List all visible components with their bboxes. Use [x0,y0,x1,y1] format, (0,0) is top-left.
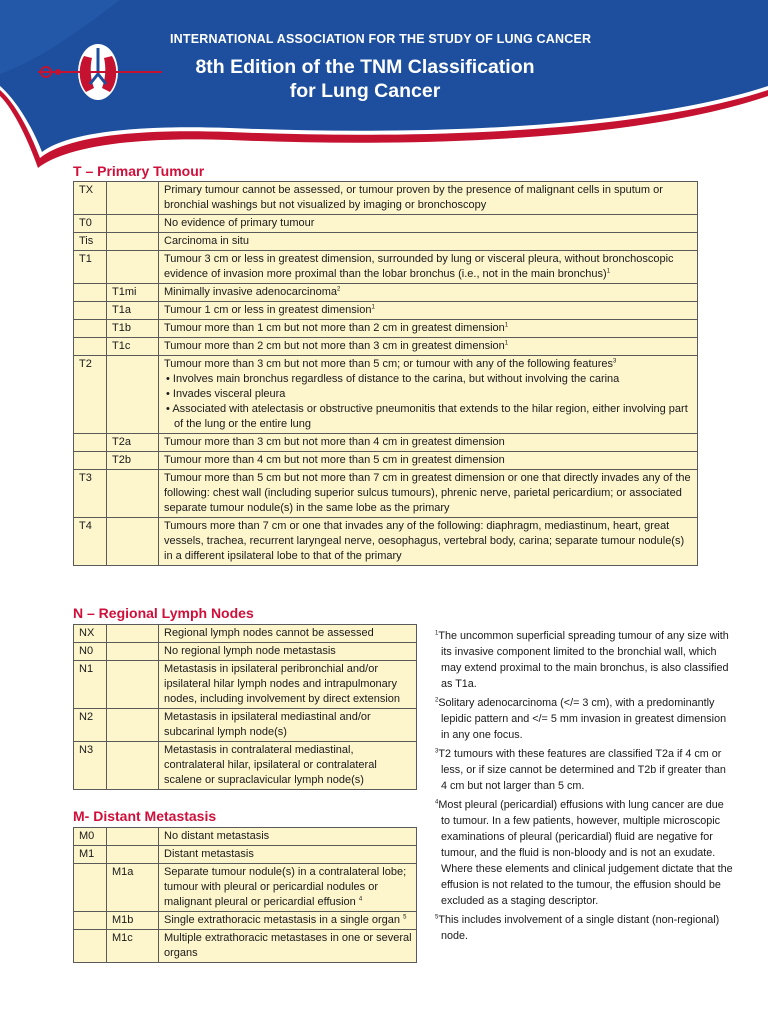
title-line-1: 8th Edition of the TNM Classification [195,56,535,78]
t-subcode: T1a [107,302,159,320]
table-row [74,846,417,864]
table-row [74,709,417,742]
organization-name: INTERNATIONAL ASSOCIATION FOR THE STUDY OF LUNG CANCER [170,32,592,46]
t-desc: Tumour 3 cm or less in greatest dimension, surrounded by lung or visceral pleura, without bronchoscopic evidence of invasion more proximal than the lobar bronchus (i.e., not in the main bronchus)$^1$ [159,251,698,284]
m-desc: Multiple extrathoracic metastases in one or several organs [159,930,417,963]
m-desc: Distant metastasis [159,846,417,864]
t-desc: Minimally invasive adenocarcinoma$^2$ [159,284,698,302]
title-line-2: for Lung Cancer [289,80,441,102]
m-code: M1 [74,846,107,864]
t-desc: Tumour 1 cm or less in greatest dimension$^1$ [159,302,698,320]
table-row [74,661,417,709]
t-code: TX [74,182,107,215]
n-code: N3 [74,742,107,790]
table-row [74,864,417,912]
m-subcode: M1c [107,930,159,963]
m-code: M0 [74,828,107,846]
table-row [74,470,698,518]
n-code: N1 [74,661,107,709]
page-title [170,55,560,103]
t-code: T4 [74,518,107,566]
footnote: $^5$This includes involvement of a single distant (non-regional) node. [435,914,720,942]
n-table [73,624,417,790]
table-row [74,452,698,470]
t-desc: Primary tumour cannot be assessed, or tumour proven by the presence of malignant cells in sputum or bronchial washings but not visualized by imaging or bronchoscopy [159,182,698,215]
t-desc: Tumour more than 3 cm but not more than 5 cm; or tumour with any of the following features$^3$ • Involves main bronchus regardless of distance to the carina, but without involving the carina • Invades visceral pleura • Associated with atelectasis or obstructive pneumonitis that extends to the hilar region, either involving part of the lung or the entire lung [159,356,698,434]
m-subcode: M1b [107,912,159,930]
t-code: T1 [74,251,107,284]
section-title-m: M- Distant Metastasis [73,808,217,824]
bullet-item: • Invades visceral pleura [166,388,286,400]
table-row [74,338,698,356]
table-row [74,912,417,930]
table-row [74,434,698,452]
n-code: N2 [74,709,107,742]
table-row [74,643,417,661]
n-desc: Metastasis in ipsilateral peribronchial and/or ipsilateral hilar lymph nodes and intrapulmonary nodes, including involvement by direct extension [159,661,417,709]
t-desc: Tumour more than 3 cm but not more than 4 cm in greatest dimension [159,434,698,452]
n-code: N0 [74,643,107,661]
m-desc: No distant metastasis [159,828,417,846]
t-subcode: T2b [107,452,159,470]
table-row [74,356,698,434]
t-desc: Carcinoma in situ [159,233,698,251]
iaslc-logo-icon [28,38,168,106]
section-title-t: T – Primary Tumour [73,163,205,179]
table-row [74,930,417,963]
t-table [73,181,698,566]
footnote: $^2$Solitary adenocarcinoma (</= 3 cm), with a predominantly lepidic pattern and </= 5 mm invasion in greatest dimension in any one focus. [435,697,727,741]
t-code: T0 [74,215,107,233]
t-code: T2 [74,356,107,434]
footnote: $^3$T2 tumours with these features are classified T2a if 4 cm or less, or if size cannot be determined and T2b if greater than 4 cm but not larger than 5 cm. [435,748,726,792]
m-desc: Separate tumour nodule(s) in a contralateral lobe; tumour with pleural or pericardial nodules or malignant pleural or pericardial effusion $^4$ [159,864,417,912]
table-row [74,233,698,251]
t-desc: Tumour more than 1 cm but not more than 2 cm in greatest dimension$^1$ [159,320,698,338]
t-subcode: T2a [107,434,159,452]
bullet-item: • Associated with atelectasis or obstructive pneumonitis that extends to the hilar region, either involving part of the lung or the entire lung [166,403,688,430]
footnote: $^4$Most pleural (pericardial) effusions with lung cancer are due to tumour. In a few patients, however, multiple microscopic examinations of pleural (pericardial) fluid are negative for tumour, and the fluid is non-bloody and is not an exudate. Where these elements and clinical judgement dictate that the effusion is not related to the tumour, the effusion should be excluded as a staging descriptor. [435,799,733,907]
n-code: NX [74,625,107,643]
table-row [74,284,698,302]
t-desc: Tumour more than 2 cm but not more than 3 cm in greatest dimension$^1$ [159,338,698,356]
t-subcode: T1mi [107,284,159,302]
t-desc: Tumours more than 7 cm or one that invades any of the following: diaphragm, mediastinum, heart, great vessels, trachea, recurrent laryngeal nerve, oesophagus, vertebral body, carina; separate tumour nodule(s) in a different ipsilateral lobe to that of the primary [159,518,698,566]
t-code: T3 [74,470,107,518]
table-row [74,302,698,320]
table-row [74,518,698,566]
t-desc: Tumour more than 5 cm but not more than 7 cm in greatest dimension or one that directly invades any of the following: chest wall (including superior sulcus tumours), phrenic nerve, parietal pericardium; or associated separate tumour nodule(s) in the same lobe as the primary [159,470,698,518]
t-subcode: T1c [107,338,159,356]
table-row [74,215,698,233]
table-row [74,625,417,643]
table-row [74,742,417,790]
n-desc: No regional lymph node metastasis [159,643,417,661]
n-desc: Metastasis in ipsilateral mediastinal and/or subcarinal lymph node(s) [159,709,417,742]
table-row [74,182,698,215]
page-header [0,0,768,170]
m-table [73,827,417,963]
t-desc: No evidence of primary tumour [159,215,698,233]
footnote: $^1$The uncommon superficial spreading tumour of any size with its invasive component limited to the bronchial wall, which may extend proximal to the main bronchus, is also classified as T1a. [435,630,729,690]
t-desc: Tumour more than 4 cm but not more than 5 cm in greatest dimension [159,452,698,470]
m-subcode: M1a [107,864,159,912]
footnotes [433,628,733,947]
m-desc: Single extrathoracic metastasis in a single organ $^5$ [159,912,417,930]
table-row [74,320,698,338]
section-title-n: N – Regional Lymph Nodes [73,605,254,621]
n-desc: Metastasis in contralateral mediastinal, contralateral hilar, ipsilateral or contralateral scalene or supraclavicular lymph node(s) [159,742,417,790]
t-subcode: T1b [107,320,159,338]
n-desc: Regional lymph nodes cannot be assessed [159,625,417,643]
table-row [74,251,698,284]
t-code: Tis [74,233,107,251]
table-row [74,828,417,846]
bullet-item: • Involves main bronchus regardless of distance to the carina, but without involving the carina [166,373,620,385]
